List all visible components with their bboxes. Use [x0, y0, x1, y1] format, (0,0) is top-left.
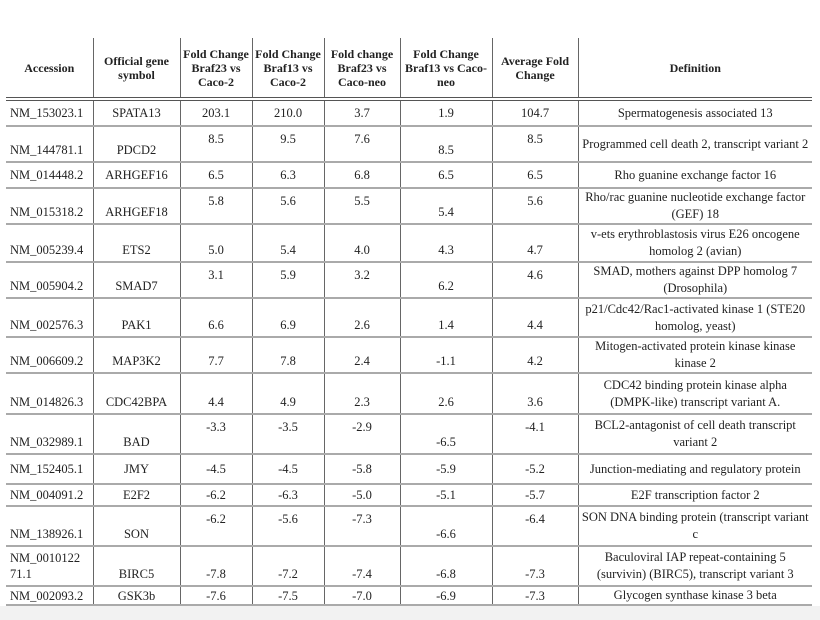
average-fc-cell: 3.6 [492, 373, 578, 414]
gene-expression-table-container [6, 38, 812, 606]
accession-cell: NM_032989.1 [6, 414, 93, 454]
gene-symbol-cell: ETS2 [93, 224, 180, 262]
definition-cell: Baculoviral IAP repeat-containing 5 (survivin) (BIRC5), transcript variant 3 [578, 546, 812, 586]
fc-braf13-caconeo-cell: -5.1 [400, 484, 492, 506]
gene-symbol-cell: GSK3b [93, 586, 180, 605]
table-row [6, 162, 812, 188]
average-fc-cell: -6.4 [492, 506, 578, 546]
accession-cell: NM_152405.1 [6, 454, 93, 484]
definition-cell: BCL2-antagonist of cell death transcript variant 2 [578, 414, 812, 454]
accession-cell: NM_005904.2 [6, 262, 93, 298]
accession-cell: NM_144781.1 [6, 126, 93, 162]
accession-cell: NM_014826.3 [6, 373, 93, 414]
average-fc-cell: 4.2 [492, 337, 578, 373]
fc-braf23-caconeo-cell: 2.3 [324, 373, 400, 414]
fc-braf13-caconeo-cell: 1.4 [400, 298, 492, 337]
gene-symbol-cell: SPATA13 [93, 99, 180, 126]
gene-symbol-cell: JMY [93, 454, 180, 484]
header-gene-symbol: Official gene symbol [93, 38, 180, 99]
definition-cell: v-ets erythroblastosis virus E26 oncogene homolog 2 (avian) [578, 224, 812, 262]
table-row [6, 126, 812, 162]
fc-braf13-caco2-cell: 7.8 [252, 337, 324, 373]
fc-braf23-caco2-cell: 6.5 [180, 162, 252, 188]
average-fc-cell: -5.7 [492, 484, 578, 506]
header-fc-braf13-caconeo: Fold Change Braf13 vs Caco-neo [400, 38, 492, 99]
header-fc-braf13-caco2: Fold Change Braf13 vs Caco-2 [252, 38, 324, 99]
fc-braf13-caco2-cell: -3.5 [252, 414, 324, 454]
fc-braf23-caco2-cell: 7.7 [180, 337, 252, 373]
accession-cell: NM_014448.2 [6, 162, 93, 188]
fc-braf13-caco2-cell: 6.3 [252, 162, 324, 188]
fc-braf13-caco2-cell: -6.3 [252, 484, 324, 506]
fc-braf23-caconeo-cell: 2.4 [324, 337, 400, 373]
fc-braf13-caconeo-cell: 4.3 [400, 224, 492, 262]
accession-cell: NM_002093.2 [6, 586, 93, 605]
average-fc-cell: -5.2 [492, 454, 578, 484]
fc-braf13-caconeo-cell: 2.6 [400, 373, 492, 414]
fc-braf23-caco2-cell: 6.6 [180, 298, 252, 337]
fc-braf23-caco2-cell: -6.2 [180, 484, 252, 506]
fc-braf13-caconeo-cell: -6.8 [400, 546, 492, 586]
definition-cell: CDC42 binding protein kinase alpha (DMPK-like) transcript variant A. [578, 373, 812, 414]
fc-braf23-caconeo-cell: -2.9 [324, 414, 400, 454]
table-row [6, 414, 812, 454]
table-body [6, 99, 812, 605]
accession-cell: NM_153023.1 [6, 99, 93, 126]
definition-cell: E2F transcription factor 2 [578, 484, 812, 506]
definition-cell: Spermatogenesis associated 13 [578, 99, 812, 126]
fc-braf23-caco2-cell: -7.8 [180, 546, 252, 586]
gene-symbol-cell: SMAD7 [93, 262, 180, 298]
fc-braf13-caco2-cell: 5.6 [252, 188, 324, 224]
fc-braf13-caconeo-cell: -1.1 [400, 337, 492, 373]
fc-braf23-caco2-cell: -7.6 [180, 586, 252, 605]
fc-braf13-caco2-cell: 4.9 [252, 373, 324, 414]
fc-braf23-caco2-cell: 5.0 [180, 224, 252, 262]
average-fc-cell: 5.6 [492, 188, 578, 224]
fc-braf13-caco2-cell: 210.0 [252, 99, 324, 126]
definition-cell: Rho guanine exchange factor 16 [578, 162, 812, 188]
page-bottom-margin [0, 606, 820, 620]
fc-braf13-caco2-cell: -5.6 [252, 506, 324, 546]
fc-braf23-caconeo-cell: 2.6 [324, 298, 400, 337]
definition-cell: Junction-mediating and regulatory protein [578, 454, 812, 484]
definition-cell: SMAD, mothers against DPP homolog 7 (Drosophila) [578, 262, 812, 298]
fc-braf13-caco2-cell: -7.2 [252, 546, 324, 586]
fc-braf13-caconeo-cell: 8.5 [400, 126, 492, 162]
table-row [6, 586, 812, 605]
gene-symbol-cell: PDCD2 [93, 126, 180, 162]
table-row [6, 188, 812, 224]
definition-cell: Mitogen-activated protein kinase kinase kinase 2 [578, 337, 812, 373]
fc-braf23-caconeo-cell: -7.4 [324, 546, 400, 586]
fc-braf13-caco2-cell: 5.4 [252, 224, 324, 262]
average-fc-cell: 6.5 [492, 162, 578, 188]
header-fc-braf23-caco2: Fold Change Braf23 vs Caco-2 [180, 38, 252, 99]
table-row [6, 298, 812, 337]
definition-cell: Glycogen synthase kinase 3 beta [578, 586, 812, 605]
table-row [6, 506, 812, 546]
fc-braf23-caco2-cell: -4.5 [180, 454, 252, 484]
average-fc-cell: 104.7 [492, 99, 578, 126]
table-row [6, 546, 812, 586]
fc-braf23-caco2-cell: 3.1 [180, 262, 252, 298]
header-fc-braf23-caconeo: Fold change Braf23 vs Caco-neo [324, 38, 400, 99]
fc-braf13-caconeo-cell: 1.9 [400, 99, 492, 126]
gene-symbol-cell: ARHGEF16 [93, 162, 180, 188]
fc-braf13-caconeo-cell: 6.2 [400, 262, 492, 298]
fc-braf13-caco2-cell: 9.5 [252, 126, 324, 162]
header-row [6, 38, 812, 99]
accession-cell: NM_005239.4 [6, 224, 93, 262]
header-average-fc: Average Fold Change [492, 38, 578, 99]
gene-symbol-cell: ARHGEF18 [93, 188, 180, 224]
average-fc-cell: 4.6 [492, 262, 578, 298]
average-fc-cell: 4.4 [492, 298, 578, 337]
fc-braf23-caconeo-cell: 3.2 [324, 262, 400, 298]
gene-expression-table [6, 38, 812, 606]
gene-symbol-cell: SON [93, 506, 180, 546]
fc-braf23-caco2-cell: 203.1 [180, 99, 252, 126]
gene-symbol-cell: E2F2 [93, 484, 180, 506]
fc-braf13-caconeo-cell: -6.6 [400, 506, 492, 546]
gene-symbol-cell: BAD [93, 414, 180, 454]
definition-cell: Programmed cell death 2, transcript variant 2 [578, 126, 812, 162]
accession-cell: NM_0010122 71.1 [6, 546, 93, 586]
gene-symbol-cell: MAP3K2 [93, 337, 180, 373]
definition-cell: p21/Cdc42/Rac1-activated kinase 1 (STE20 homolog, yeast) [578, 298, 812, 337]
fc-braf23-caco2-cell: 4.4 [180, 373, 252, 414]
fc-braf23-caco2-cell: 5.8 [180, 188, 252, 224]
table-row [6, 454, 812, 484]
gene-symbol-cell: BIRC5 [93, 546, 180, 586]
fc-braf23-caco2-cell: -6.2 [180, 506, 252, 546]
definition-cell: SON DNA binding protein (transcript variant c [578, 506, 812, 546]
table-row [6, 373, 812, 414]
average-fc-cell: 8.5 [492, 126, 578, 162]
fc-braf23-caco2-cell: 8.5 [180, 126, 252, 162]
fc-braf13-caconeo-cell: -6.5 [400, 414, 492, 454]
fc-braf23-caconeo-cell: 7.6 [324, 126, 400, 162]
fc-braf13-caco2-cell: -7.5 [252, 586, 324, 605]
table-row [6, 484, 812, 506]
fc-braf23-caconeo-cell: 4.0 [324, 224, 400, 262]
fc-braf23-caconeo-cell: 5.5 [324, 188, 400, 224]
fc-braf23-caconeo-cell: -5.0 [324, 484, 400, 506]
average-fc-cell: 4.7 [492, 224, 578, 262]
accession-cell: NM_006609.2 [6, 337, 93, 373]
fc-braf13-caconeo-cell: -6.9 [400, 586, 492, 605]
accession-cell: NM_002576.3 [6, 298, 93, 337]
fc-braf23-caco2-cell: -3.3 [180, 414, 252, 454]
average-fc-cell: -7.3 [492, 586, 578, 605]
fc-braf13-caconeo-cell: 5.4 [400, 188, 492, 224]
fc-braf13-caconeo-cell: -5.9 [400, 454, 492, 484]
header-accession: Accession [6, 38, 93, 99]
fc-braf23-caconeo-cell: -7.0 [324, 586, 400, 605]
fc-braf23-caconeo-cell: 3.7 [324, 99, 400, 126]
definition-cell: Rho/rac guanine nucleotide exchange factor (GEF) 18 [578, 188, 812, 224]
fc-braf23-caconeo-cell: 6.8 [324, 162, 400, 188]
accession-cell: NM_004091.2 [6, 484, 93, 506]
gene-symbol-cell: PAK1 [93, 298, 180, 337]
fc-braf13-caco2-cell: 6.9 [252, 298, 324, 337]
header-definition: Definition [578, 38, 812, 99]
average-fc-cell: -7.3 [492, 546, 578, 586]
average-fc-cell: -4.1 [492, 414, 578, 454]
fc-braf13-caco2-cell: -4.5 [252, 454, 324, 484]
accession-cell: NM_015318.2 [6, 188, 93, 224]
accession-cell: NM_138926.1 [6, 506, 93, 546]
table-row [6, 262, 812, 298]
gene-symbol-cell: CDC42BPA [93, 373, 180, 414]
table-row [6, 337, 812, 373]
table-row [6, 224, 812, 262]
fc-braf13-caconeo-cell: 6.5 [400, 162, 492, 188]
fc-braf23-caconeo-cell: -5.8 [324, 454, 400, 484]
fc-braf23-caconeo-cell: -7.3 [324, 506, 400, 546]
fc-braf13-caco2-cell: 5.9 [252, 262, 324, 298]
table-row [6, 99, 812, 126]
